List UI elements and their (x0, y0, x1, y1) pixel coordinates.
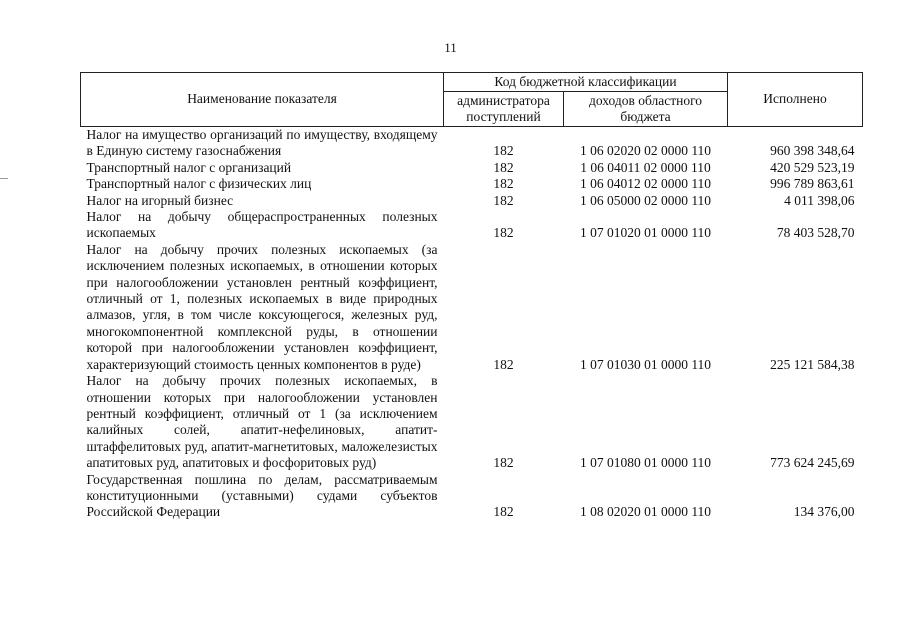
header-classification: Код бюджетной классификации (444, 73, 728, 92)
row-executed-amount: 134 376,00 (793, 504, 855, 520)
row-name: Налог на добычу общераспространенных полезных ископаемых (86, 209, 438, 241)
header-name: Наименование показателя (81, 73, 444, 127)
row-budget-code: 1 06 04011 02 0000 110 (580, 159, 711, 175)
row-admin-code: 182 (493, 225, 514, 241)
row-budget-code: 1 06 04012 02 0000 110 (579, 176, 712, 192)
row-budget-code: 1 08 02020 01 0000 110 (579, 504, 712, 520)
table-row (81, 176, 863, 192)
row-executed-amount: 996 789 863,61 (770, 176, 855, 192)
row-name: Налог на имущество организаций по имуществу, входящему в Единую систему газоснабжения (86, 127, 438, 159)
row-admin-code: 182 (493, 504, 514, 520)
header-executed: Исполнено (728, 73, 863, 127)
page-number: 11 (444, 40, 457, 55)
budget-table (80, 72, 863, 521)
table-row (81, 209, 863, 242)
margin-mark (0, 178, 8, 179)
row-executed-amount: 225 121 584,38 (770, 356, 855, 372)
row-budget-code: 1 06 05000 02 0000 110 (579, 192, 712, 208)
row-executed-amount: 420 529 523,19 (770, 159, 855, 175)
row-name: Налог на добычу прочих полезных ископаемых, в отношении которых при налогообложении установлен рентный коэффициент, отличный от 1 (за исключением калийных солей, апатит-нефелиновых, апатит-штаффелитовых руд, апатит-магнетитовых, маложелезистых апатитовых руд, апатитовых и фосфоритовых руд) (86, 373, 438, 471)
row-budget-code: 1 07 01080 01 0000 110 (579, 455, 712, 471)
table-body (81, 127, 863, 521)
row-admin-code: 182 (493, 143, 514, 159)
row-name: Налог на игорный бизнес (86, 192, 234, 208)
row-budget-code: 1 07 01030 01 0000 110 (579, 356, 712, 372)
table-header (81, 73, 863, 127)
table-row (81, 160, 863, 176)
row-admin-code: 182 (493, 159, 514, 175)
row-budget-code: 1 06 02020 02 0000 110 (579, 143, 712, 159)
table-row (81, 127, 863, 160)
row-name: Государственная пошлина по делам, рассматриваемым конституционными (уставными) судами субъектов Российской Федерации (86, 471, 438, 520)
row-executed-amount: 773 624 245,69 (770, 455, 855, 471)
row-admin-code: 182 (493, 455, 514, 471)
header-income-code: доходов областного бюджета (564, 92, 728, 127)
row-executed-amount: 960 398 348,64 (770, 143, 855, 159)
row-budget-code: 1 07 01020 01 0000 110 (579, 225, 712, 241)
table-row (81, 373, 863, 471)
row-name: Налог на добычу прочих полезных ископаемых (за исключением полезных ископаемых, в отношении которых при налогообложении установлен рентный коэффициент, отличный от 1, полезных ископаемых в виде природных алмазов, угля, в том числе коксующегося, железных руд, многокомпонентной комплексной руды, в отношении которой при налогообложении установлен коэффициент, характеризующий стоимость ценных компонентов в руде) (86, 241, 438, 372)
header-admin: администратора поступлений (444, 92, 564, 127)
row-admin-code: 182 (493, 356, 514, 372)
row-name: Транспортный налог с организаций (86, 159, 292, 175)
row-executed-amount: 78 403 528,70 (776, 225, 855, 241)
table-row (81, 472, 863, 521)
row-admin-code: 182 (493, 176, 514, 192)
row-executed-amount: 4 011 398,06 (784, 192, 855, 208)
table-row (81, 242, 863, 373)
table-row (81, 193, 863, 209)
row-name: Транспортный налог с физических лиц (86, 176, 312, 192)
row-admin-code: 182 (493, 192, 514, 208)
